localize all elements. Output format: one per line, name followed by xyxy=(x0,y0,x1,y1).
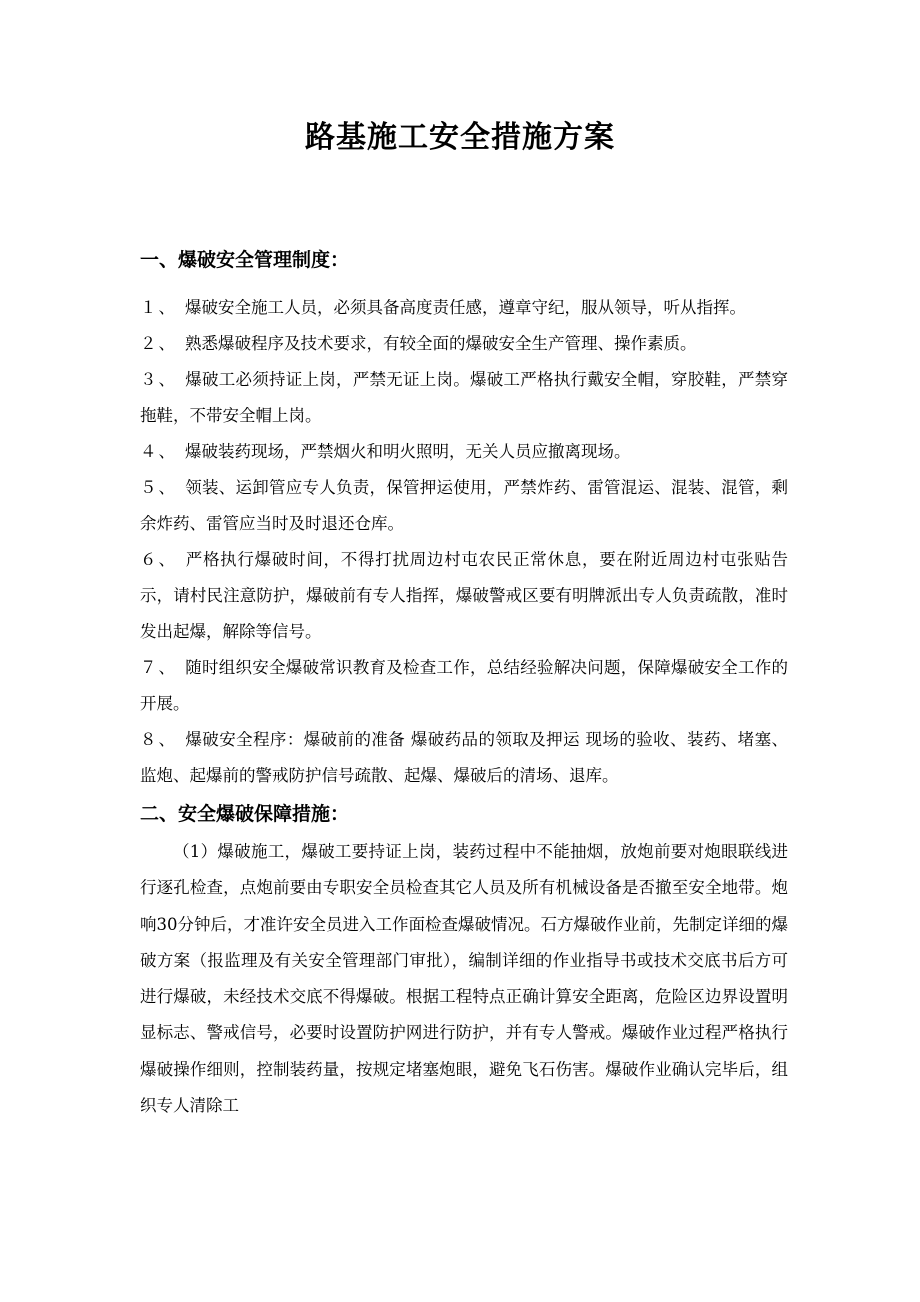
list-item xyxy=(140,542,788,650)
item-number: ７、 xyxy=(140,658,177,677)
list-item xyxy=(140,326,788,362)
item-text: 爆破工必须持证上岗，严禁无证上岗。爆破工严格执行戴安全帽，穿胶鞋，严禁穿拖鞋，不带安全帽上岗。 xyxy=(140,370,788,425)
item-text: 严格执行爆破时间，不得打扰周边村屯农民正常休息，要在附近周边村屯张贴告示，请村民注意防护，爆破前有专人指挥，爆破警戒区要有明牌派出专人负责疏散，准时发出起爆，解除等信号。 xyxy=(140,550,788,641)
body-paragraph: （1）爆破施工，爆破工要持证上岗，装药过程中不能抽烟，放炮前要对炮眼联线进行逐孔检查，点炮前要由专职安全员检查其它人员及所有机械设备是否撤至安全地带。炮响30分钟后，才准许安全员进入工作面检查爆破情况。石方爆破作业前，先制定详细的爆破方案（报监理及有关安全管理部门审批），编制详细的作业指导书或技术交底书后方可进行爆破，未经技术交底不得爆破。根据工程特点正确计算安全距离，危险区边界设置明显标志、警戒信号，必要时设置防护网进行防护，并有专人警戒。爆破作业过程严格执行爆破操作细则，控制装药量，按规定堵塞炮眼，避免飞石伤害。爆破作业确认完毕后，组织专人清除工 xyxy=(140,842,788,1116)
item-number: ６、 xyxy=(140,550,177,569)
item-text: 随时组织安全爆破常识教育及检查工作，总结经验解决问题，保障爆破安全工作的开展。 xyxy=(140,658,788,713)
list-item xyxy=(140,434,788,470)
item-text: 爆破装药现场，严禁烟火和明火照明，无关人员应撤离现场。 xyxy=(185,442,631,461)
document-body xyxy=(140,242,788,1124)
item-number: ２、 xyxy=(140,334,177,353)
list-item xyxy=(140,290,788,326)
item-text: 熟悉爆破程序及技术要求，有较全面的爆破安全生产管理、操作素质。 xyxy=(185,334,697,353)
list-item xyxy=(140,470,788,542)
item-number: １、 xyxy=(140,298,177,317)
list-item xyxy=(140,722,788,794)
item-text: 爆破安全施工人员，必须具备高度责任感，遵章守纪，服从领导，听从指挥。 xyxy=(185,298,746,317)
document-title: 路基施工安全措施方案 xyxy=(305,120,615,155)
item-text: 领装、运卸管应专人负责，保管押运使用，严禁炸药、雷管混运、混装、混管，剩余炸药、雷管应当时及时退还仓库。 xyxy=(140,478,788,533)
section-heading-safety-measures: 二、安全爆破保障措施： xyxy=(140,803,350,825)
list-item xyxy=(140,650,788,722)
item-number: ４、 xyxy=(140,442,177,461)
item-number: ３、 xyxy=(140,370,177,389)
list-item xyxy=(140,362,788,434)
section-heading-blasting-management: 一、爆破安全管理制度： xyxy=(140,249,350,271)
item-number: ５、 xyxy=(140,478,177,497)
item-number: ８、 xyxy=(140,730,177,749)
item-text: 爆破安全程序：爆破前的准备 爆破药品的领取及押运 现场的验收、装药、堵塞、监炮、起爆前的警戒防护信号疏散、起爆、爆破后的清场、退库。 xyxy=(140,730,788,785)
